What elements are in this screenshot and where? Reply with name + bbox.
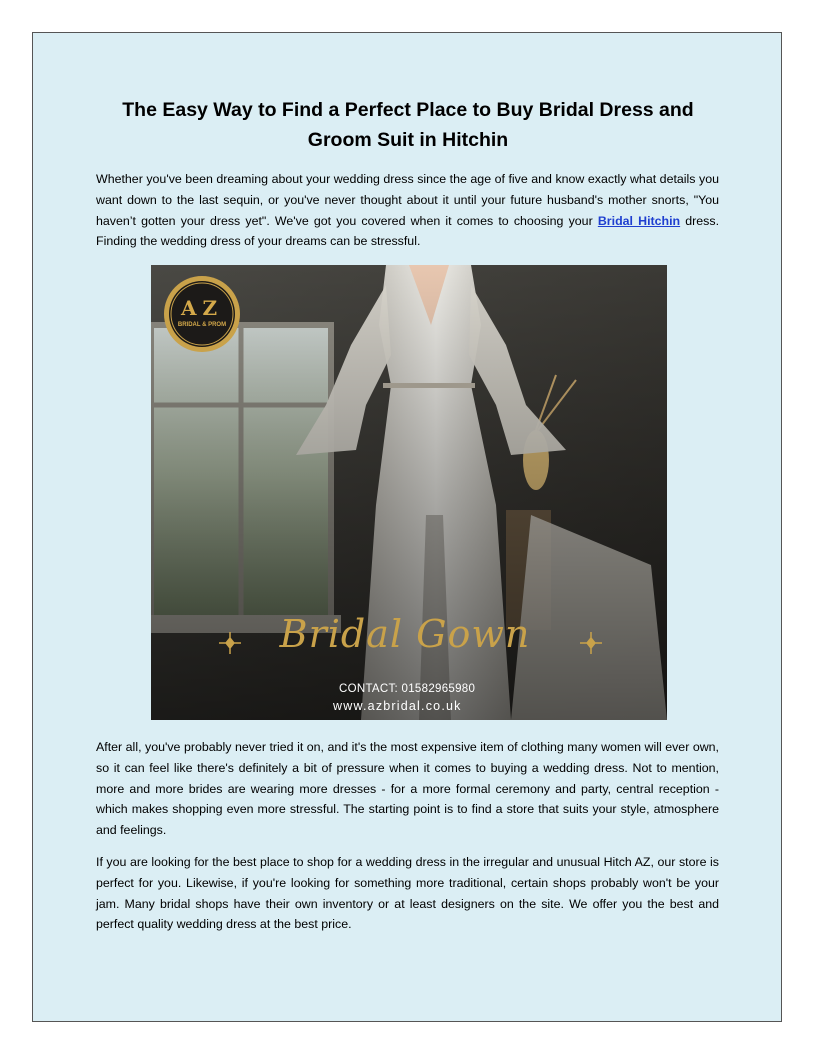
intro-text-start: Whether you've been dreaming about your wedding dress since the age of five and know exactly what details you want down to the last sequin, or you've never thought about it until your future husband's mother snorts, "You haven’t gotten your dress yet". We've got you covered when it comes to choosing your [96, 172, 719, 228]
website-address: www.azbridal.co.uk [333, 699, 462, 713]
body-paragraph-3: If you are looking for the best place to shop for a wedding dress in the irregular and unusual Hitch AZ, our store is perfect for you. Likewise, if you're looking for something more traditional, certain shops probably won't be your jam. Many bridal shops have their own inventory or at least designers on the site. We offer you the best and perfect quality wedding dress at the best price. [96, 855, 719, 932]
contact-number: CONTACT: 01582965980 [339, 683, 476, 695]
intro-text-end: dress. Finding the wedding dress of your dreams can be stressful. [96, 213, 720, 249]
logo-letters: AZ [180, 296, 224, 320]
page-title: The Easy Way to Find a Perfect Place to Buy Bridal Dress and Groom Suit in Hitchin [122, 99, 694, 151]
intro-paragraph [96, 169, 719, 252]
body-paragraph-2: After all, you've probably never tried it on, and it's the most expensive item of clothing many women will ever own, so it can feel like there's definitely a bit of pressure when it comes to buying a wedding dress. Not to mention, more and more brides are wearing more dresses - for a more formal ceremony and party, central reception - which makes shopping even more stressful. The starting point is to find a store that suits your style, atmosphere and feelings. [96, 740, 719, 838]
az-bridal-logo [162, 274, 242, 354]
logo-subtitle: BRIDAL & PROM [177, 322, 227, 328]
bridal-gown-caption: Bridal Gown [279, 612, 531, 656]
bridal-hitchin-link[interactable]: Bridal Hitchin [597, 213, 681, 228]
